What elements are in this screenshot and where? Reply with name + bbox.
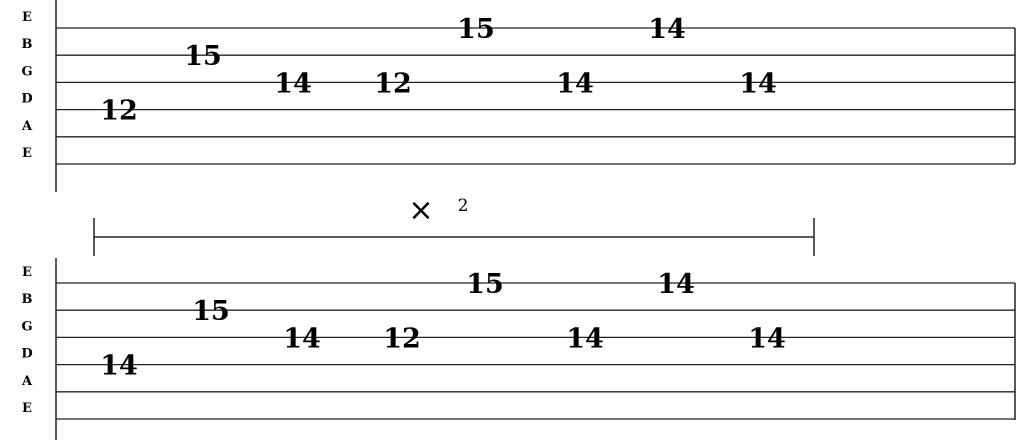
string-label: G — [21, 64, 33, 80]
fret-number: 14 — [283, 323, 321, 355]
fret-number: 12 — [374, 68, 412, 100]
fret-number: 14 — [274, 68, 312, 100]
fret-number: 15 — [466, 269, 504, 300]
fret-number: 14 — [556, 68, 594, 100]
string-label: A — [21, 118, 33, 134]
string-label: E — [22, 146, 32, 161]
string-label: B — [21, 37, 33, 53]
repeat-bracket — [94, 193, 814, 256]
string-label: E — [22, 265, 32, 280]
fret-number: 15 — [192, 296, 230, 328]
string-label: G — [21, 319, 33, 335]
repeat-count: 2 — [457, 196, 469, 216]
repeat-times-symbol: × — [408, 193, 434, 228]
fret-number: 14 — [748, 323, 786, 355]
fret-number: 14 — [739, 68, 777, 100]
fret-number: 14 — [566, 323, 604, 355]
string-label: E — [22, 401, 32, 416]
string-label: D — [21, 91, 33, 107]
fret-number: 14 — [648, 14, 686, 45]
fret-number: 15 — [457, 14, 495, 45]
fret-number: 14 — [100, 350, 138, 382]
string-label: D — [21, 346, 33, 362]
fret-number: 12 — [100, 95, 138, 127]
string-label: A — [21, 373, 33, 389]
string-label: B — [21, 292, 33, 308]
staff-2 — [21, 258, 1015, 440]
string-label: E — [22, 10, 32, 25]
fret-number: 15 — [184, 41, 222, 73]
fret-number: 12 — [383, 323, 421, 355]
fret-number: 14 — [657, 269, 695, 300]
staff-1 — [21, 0, 1015, 192]
